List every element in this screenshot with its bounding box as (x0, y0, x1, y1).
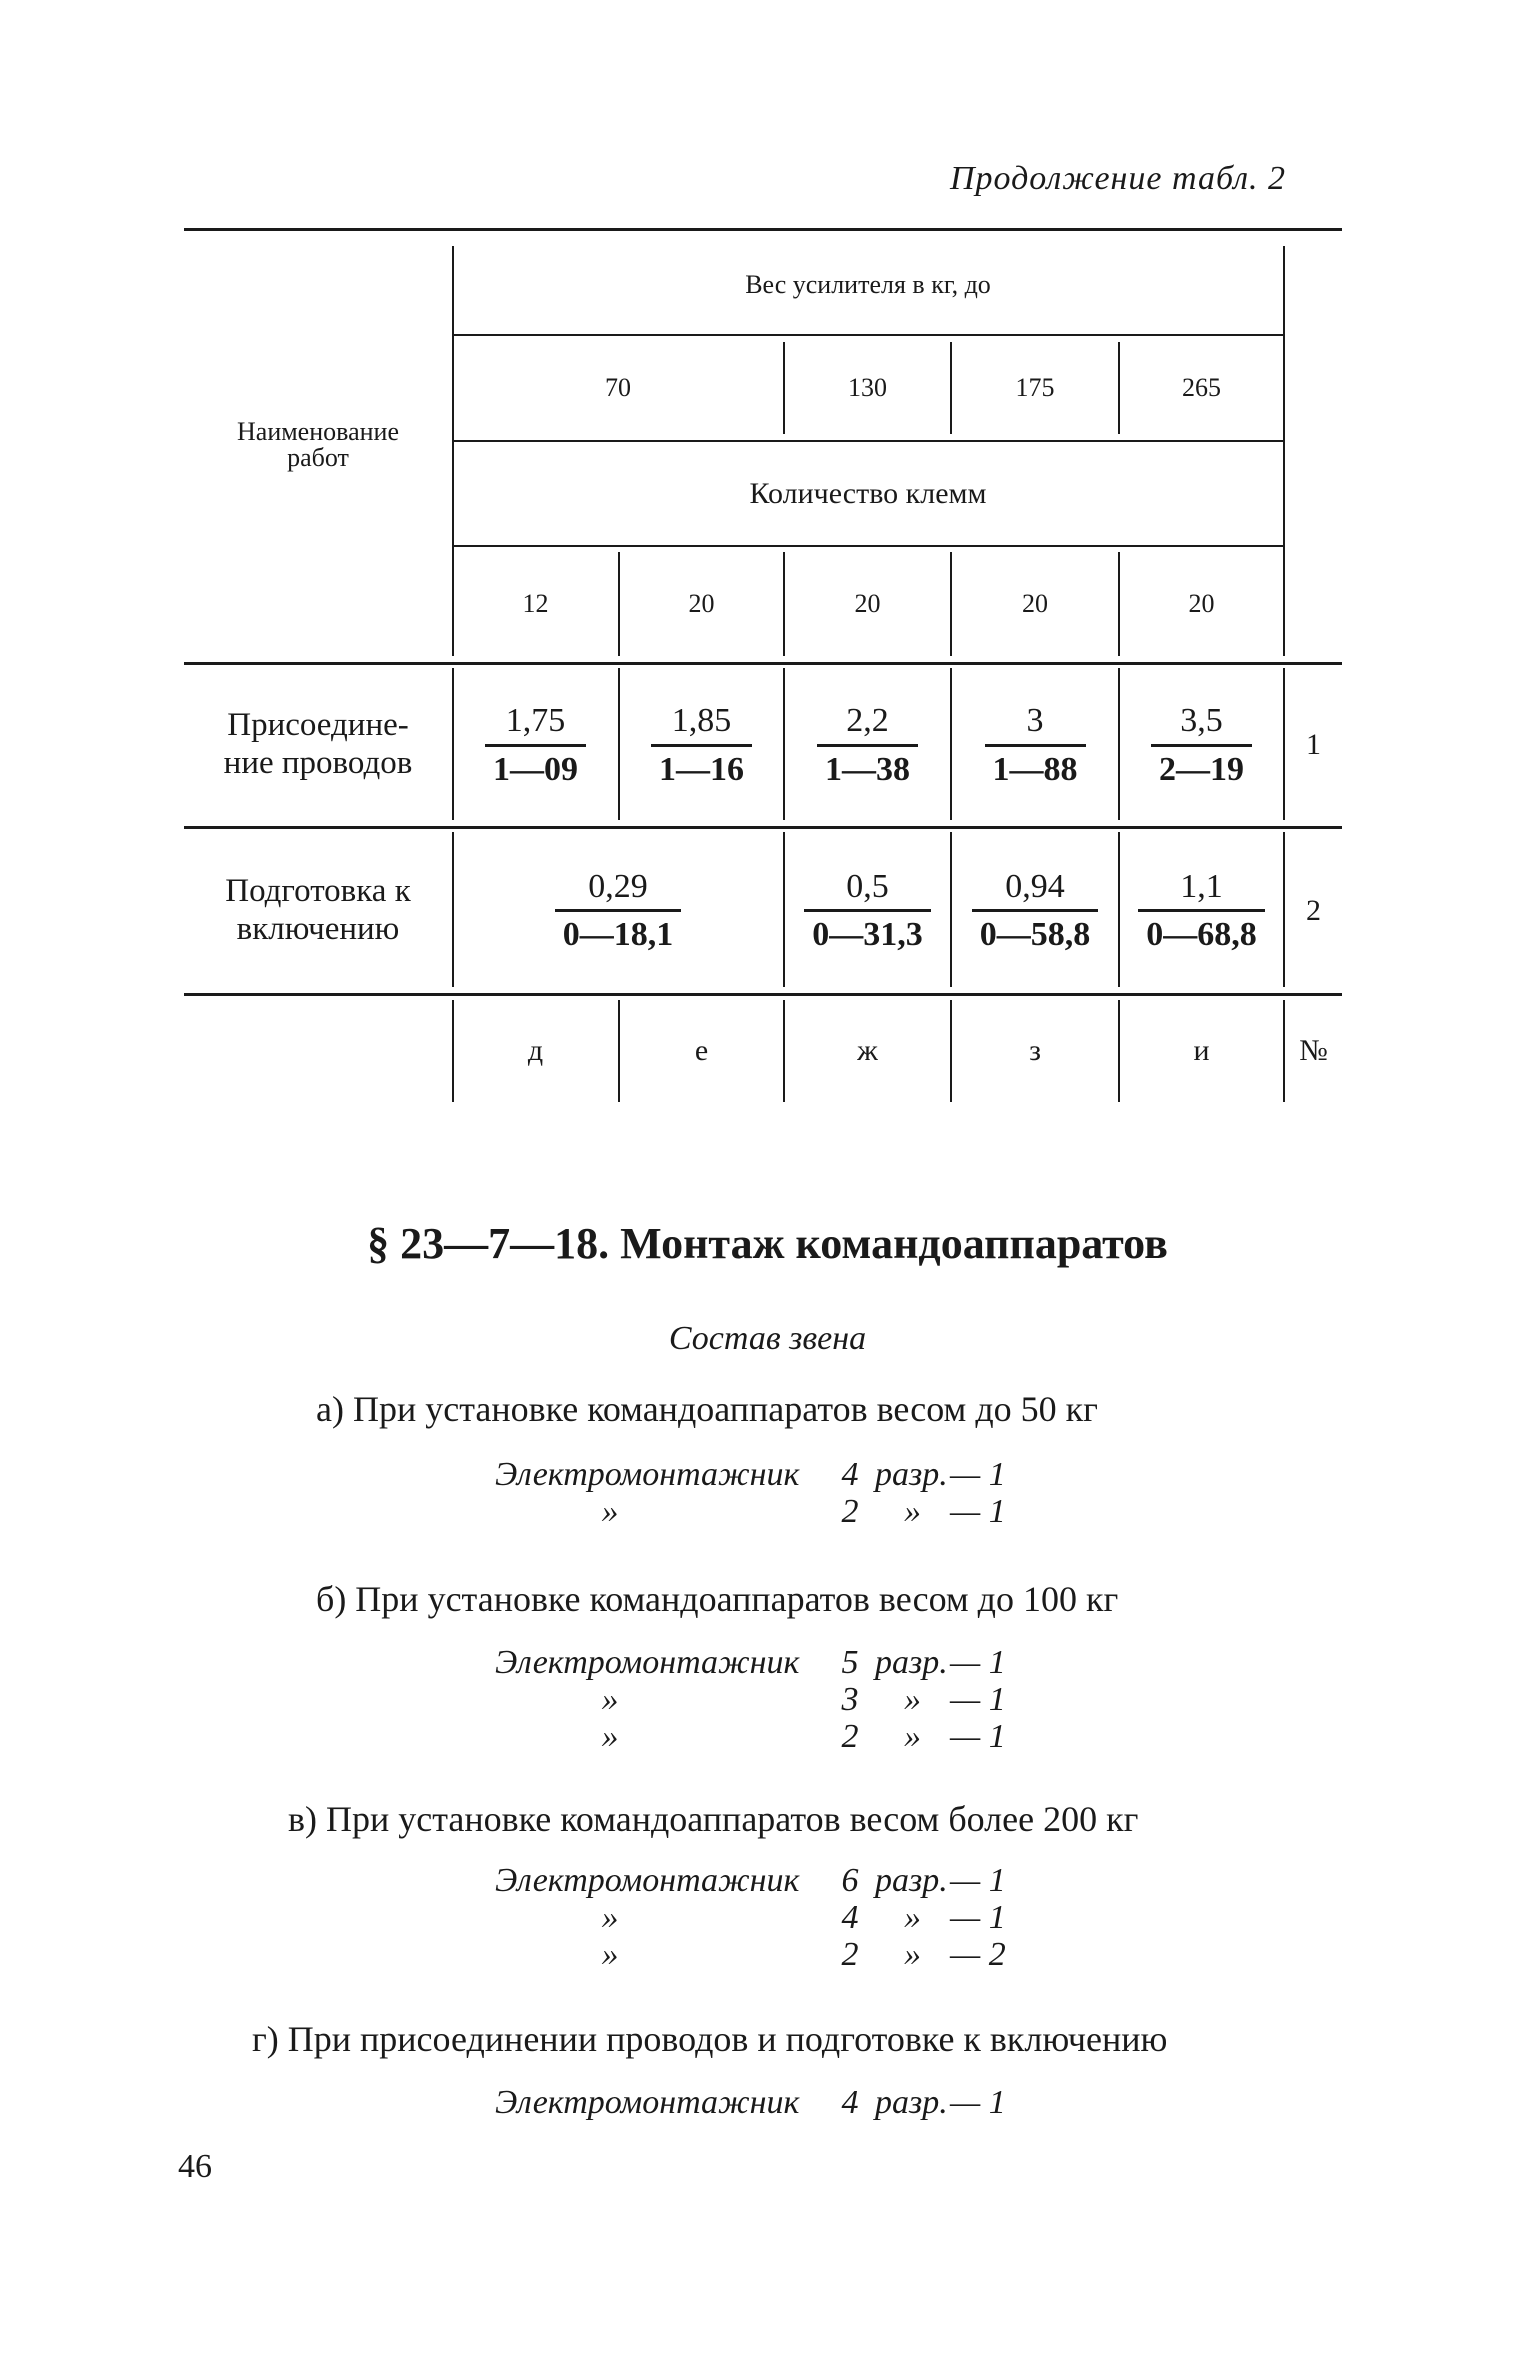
list-item: а) При установке командоаппаратов весом до 50 кг (316, 1389, 1098, 1429)
weight-70: 70 (605, 372, 631, 402)
name-header: Наименование работ (237, 417, 399, 472)
clamps-cell: 20 (688, 589, 715, 618)
fraction: $\frac{3,5}{2—19}$ (1151, 702, 1252, 788)
list-item: б) При установке командоаппаратов весом до 100 кг (316, 1579, 1119, 1619)
fraction: $\frac{1,1}{0—68,8}$ (1138, 868, 1265, 954)
list-item: г) При присоединении проводов и подготовке к включению (252, 2019, 1168, 2059)
table-cell (453, 834, 783, 987)
number-label: № (1299, 1034, 1328, 1067)
list-item: в) При установке командоаппаратов весом более 200 кг (288, 1799, 1139, 1839)
crew-list: Электромонтажник 5 разр. — 1 » 3 » — 1 » 2 » — 1 (495, 1644, 1006, 1755)
row-name: Подготовка к включению (225, 872, 411, 947)
column-letter: ж (857, 1034, 878, 1067)
table-cell (785, 834, 950, 987)
clamps-cell: 20 (1022, 589, 1048, 618)
row-name: Присоедине-ние проводов (223, 707, 413, 781)
fraction: $\frac{1,85}{1—16}$ (651, 702, 752, 788)
section-subtitle: Состав звена (668, 1320, 867, 1357)
clamps-cell: 20 (1188, 589, 1215, 618)
fraction: $\frac{3}{1—88}$ (985, 702, 1086, 788)
weight-175: 175 (1015, 372, 1055, 402)
clamps-header: Количество клемм (749, 477, 987, 510)
fraction: $\frac{1,75}{1—09}$ (485, 702, 586, 788)
row-number: 1 (1306, 728, 1321, 761)
clamps-cell: 20 (854, 589, 881, 618)
column-letter: е (694, 1034, 709, 1067)
table-cell (1120, 670, 1283, 820)
table-cell (1120, 834, 1283, 987)
weight-header: Вес усилителя в кг, до (745, 270, 991, 299)
crew-list: Электромонтажник 4 разр. — 1 » 2 » — 1 (495, 1456, 1006, 1530)
fraction: $\frac{0,29}{0—18,1}$ (555, 868, 682, 954)
column-letter: з (1029, 1034, 1041, 1067)
fraction: $\frac{2,2}{1—38}$ (817, 702, 918, 788)
column-letter: и (1193, 1034, 1210, 1067)
table-cell (620, 670, 783, 820)
column-letter: д (527, 1034, 544, 1067)
table-cell (952, 834, 1118, 987)
crew-list: Электромонтажник 6 разр. — 1 » 4 » — 1 » 2 » — 2 (495, 1862, 1006, 1973)
weight-265: 265 (1182, 372, 1221, 402)
table-cell (453, 670, 618, 820)
fraction: $\frac{0,5}{0—31,3}$ (804, 868, 931, 954)
table-cell (952, 670, 1118, 820)
row-number: 2 (1306, 893, 1321, 927)
weight-130: 130 (848, 372, 887, 402)
page-number: 46 (178, 2148, 212, 2185)
section-title: § 23—7—18. Монтаж командоаппаратов (367, 1219, 1168, 1268)
crew-list: Электромонтажник 4 разр. — 1 (495, 2084, 1006, 2121)
fraction: $\frac{0,94}{0—58,8}$ (972, 868, 1099, 954)
clamps-cell: 12 (522, 589, 549, 618)
table-caption: Продолжение табл. 2 (950, 160, 1287, 197)
table-cell (785, 670, 950, 820)
